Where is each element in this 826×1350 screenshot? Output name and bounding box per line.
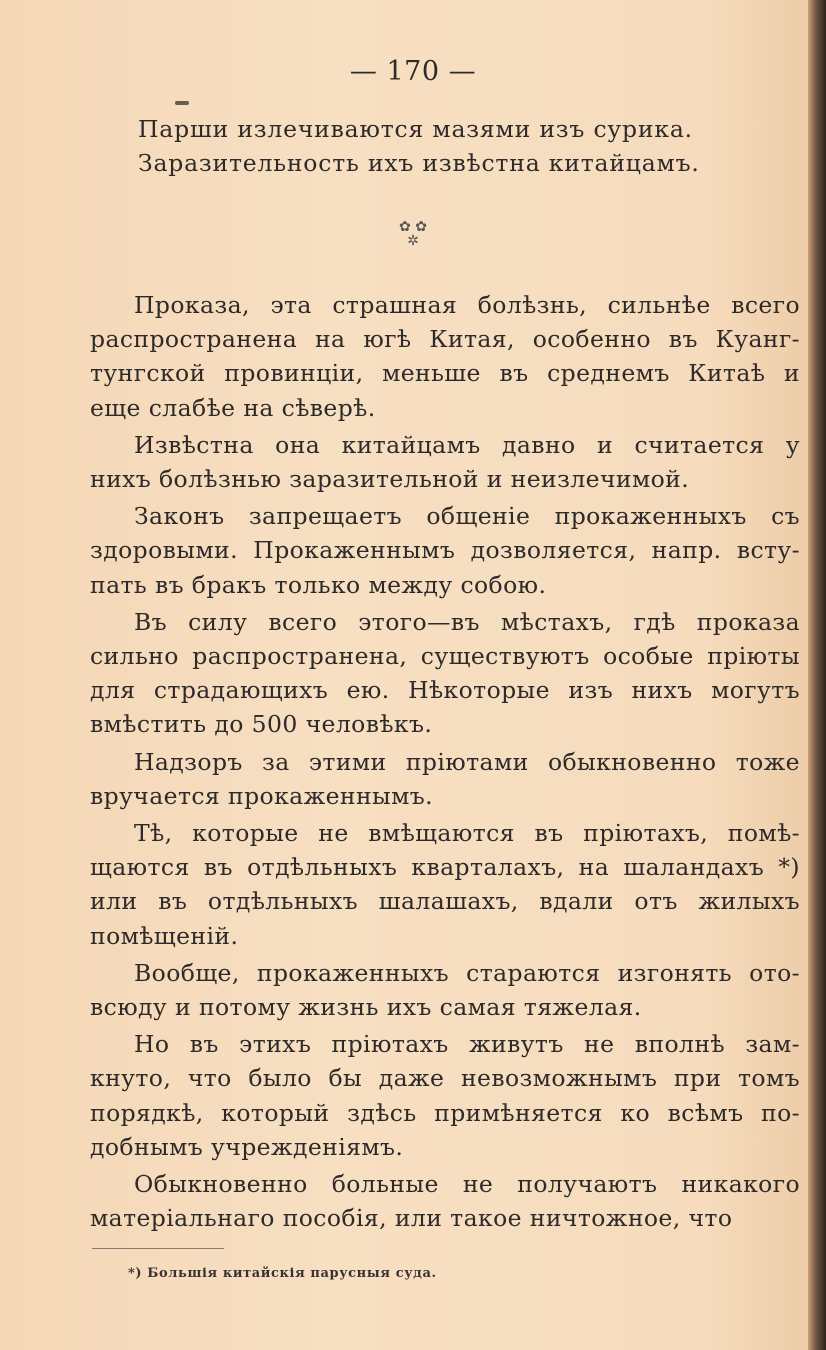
text-line: всюду и потому жизнь ихъ самая тяжелая.	[90, 993, 642, 1022]
text-line: кнуто, что было бы даже невозможнымъ при томъ	[90, 1064, 800, 1093]
text-line: тунгской провинціи, меньше въ среднемъ Китаѣ и	[90, 359, 800, 388]
text-line: Но въ этихъ пріютахъ живутъ не вполнѣ зам-	[134, 1030, 800, 1059]
footnote: *) Большія китайскія парусныя суда.	[128, 1266, 437, 1281]
intro-line: Заразительность ихъ извѣстна китайцамъ.	[138, 149, 700, 177]
text-line: для страдающихъ ею. Нѣкоторые изъ нихъ могутъ	[90, 676, 800, 705]
paragraph	[90, 288, 800, 425]
text-line: или въ отдѣльныхъ шалашахъ, вдали отъ жилыхъ	[90, 887, 800, 916]
text-line: матеріальнаго пособія, или такое ничтожное, что	[90, 1204, 733, 1233]
page-number-header: — 170 —	[349, 56, 477, 87]
intro-text	[138, 112, 700, 180]
text-line: еще слабѣе на сѣверѣ.	[90, 393, 376, 422]
text-line: здоровыми. Прокаженнымъ дозволяется, напр. всту-	[90, 536, 800, 565]
main-text	[90, 288, 800, 1238]
paragraph	[90, 605, 800, 742]
text-line: распространена на югѣ Китая, особенно въ Куанг-	[90, 325, 800, 354]
footnote-rule	[92, 1248, 224, 1249]
text-line: пать въ бракъ только между собою.	[90, 570, 547, 599]
text-line: Извѣстна она китайцамъ давно и считается у	[134, 430, 800, 459]
paragraph	[90, 1167, 800, 1235]
text-line: нихъ болѣзнью заразительной и неизлечимой.	[90, 465, 690, 494]
text-line: порядкѣ, который здѣсь примѣняется ко всѣмъ по-	[90, 1098, 800, 1127]
text-line: добнымъ учрежденіямъ.	[90, 1132, 404, 1161]
text-line: Тѣ, которые не вмѣщаются въ пріютахъ, помѣ-	[134, 819, 800, 848]
text-line: Въ силу всего этого—въ мѣстахъ, гдѣ проказа	[134, 607, 800, 636]
text-line: щаются въ отдѣльныхъ кварталахъ, на шаландахъ *)	[90, 853, 800, 882]
ink-mark	[175, 101, 189, 105]
asterism-top: ✿ ✿	[399, 219, 427, 235]
paragraph	[90, 816, 800, 953]
text-line: Вообще, прокаженныхъ стараются изгонять ото-	[134, 958, 800, 987]
text-line: помѣщеній.	[90, 921, 239, 950]
paragraph	[90, 1027, 800, 1164]
text-line: вручается прокаженнымъ.	[90, 781, 434, 810]
paragraph	[90, 956, 800, 1024]
asterism-bottom: ✲	[407, 233, 419, 249]
book-spine-shadow	[808, 0, 826, 1350]
paragraph	[90, 428, 800, 496]
text-line: сильно распространена, существуютъ особые пріюты	[90, 642, 800, 671]
paragraph	[90, 499, 800, 602]
text-line: Обыкновенно больные не получаютъ никакого	[134, 1170, 800, 1199]
text-line: Надзоръ за этими пріютами обыкновенно тоже	[134, 747, 800, 776]
text-line: вмѣстить до 500 человѣкъ.	[90, 710, 433, 739]
paragraph	[90, 745, 800, 813]
text-line: Законъ запрещаетъ общеніе прокаженныхъ съ	[134, 502, 800, 531]
intro-line: Парши излечиваются мазями изъ сурика.	[138, 115, 693, 143]
text-line: Проказа, эта страшная болѣзнь, сильнѣе всего	[134, 291, 800, 319]
asterism-ornament	[0, 220, 826, 248]
